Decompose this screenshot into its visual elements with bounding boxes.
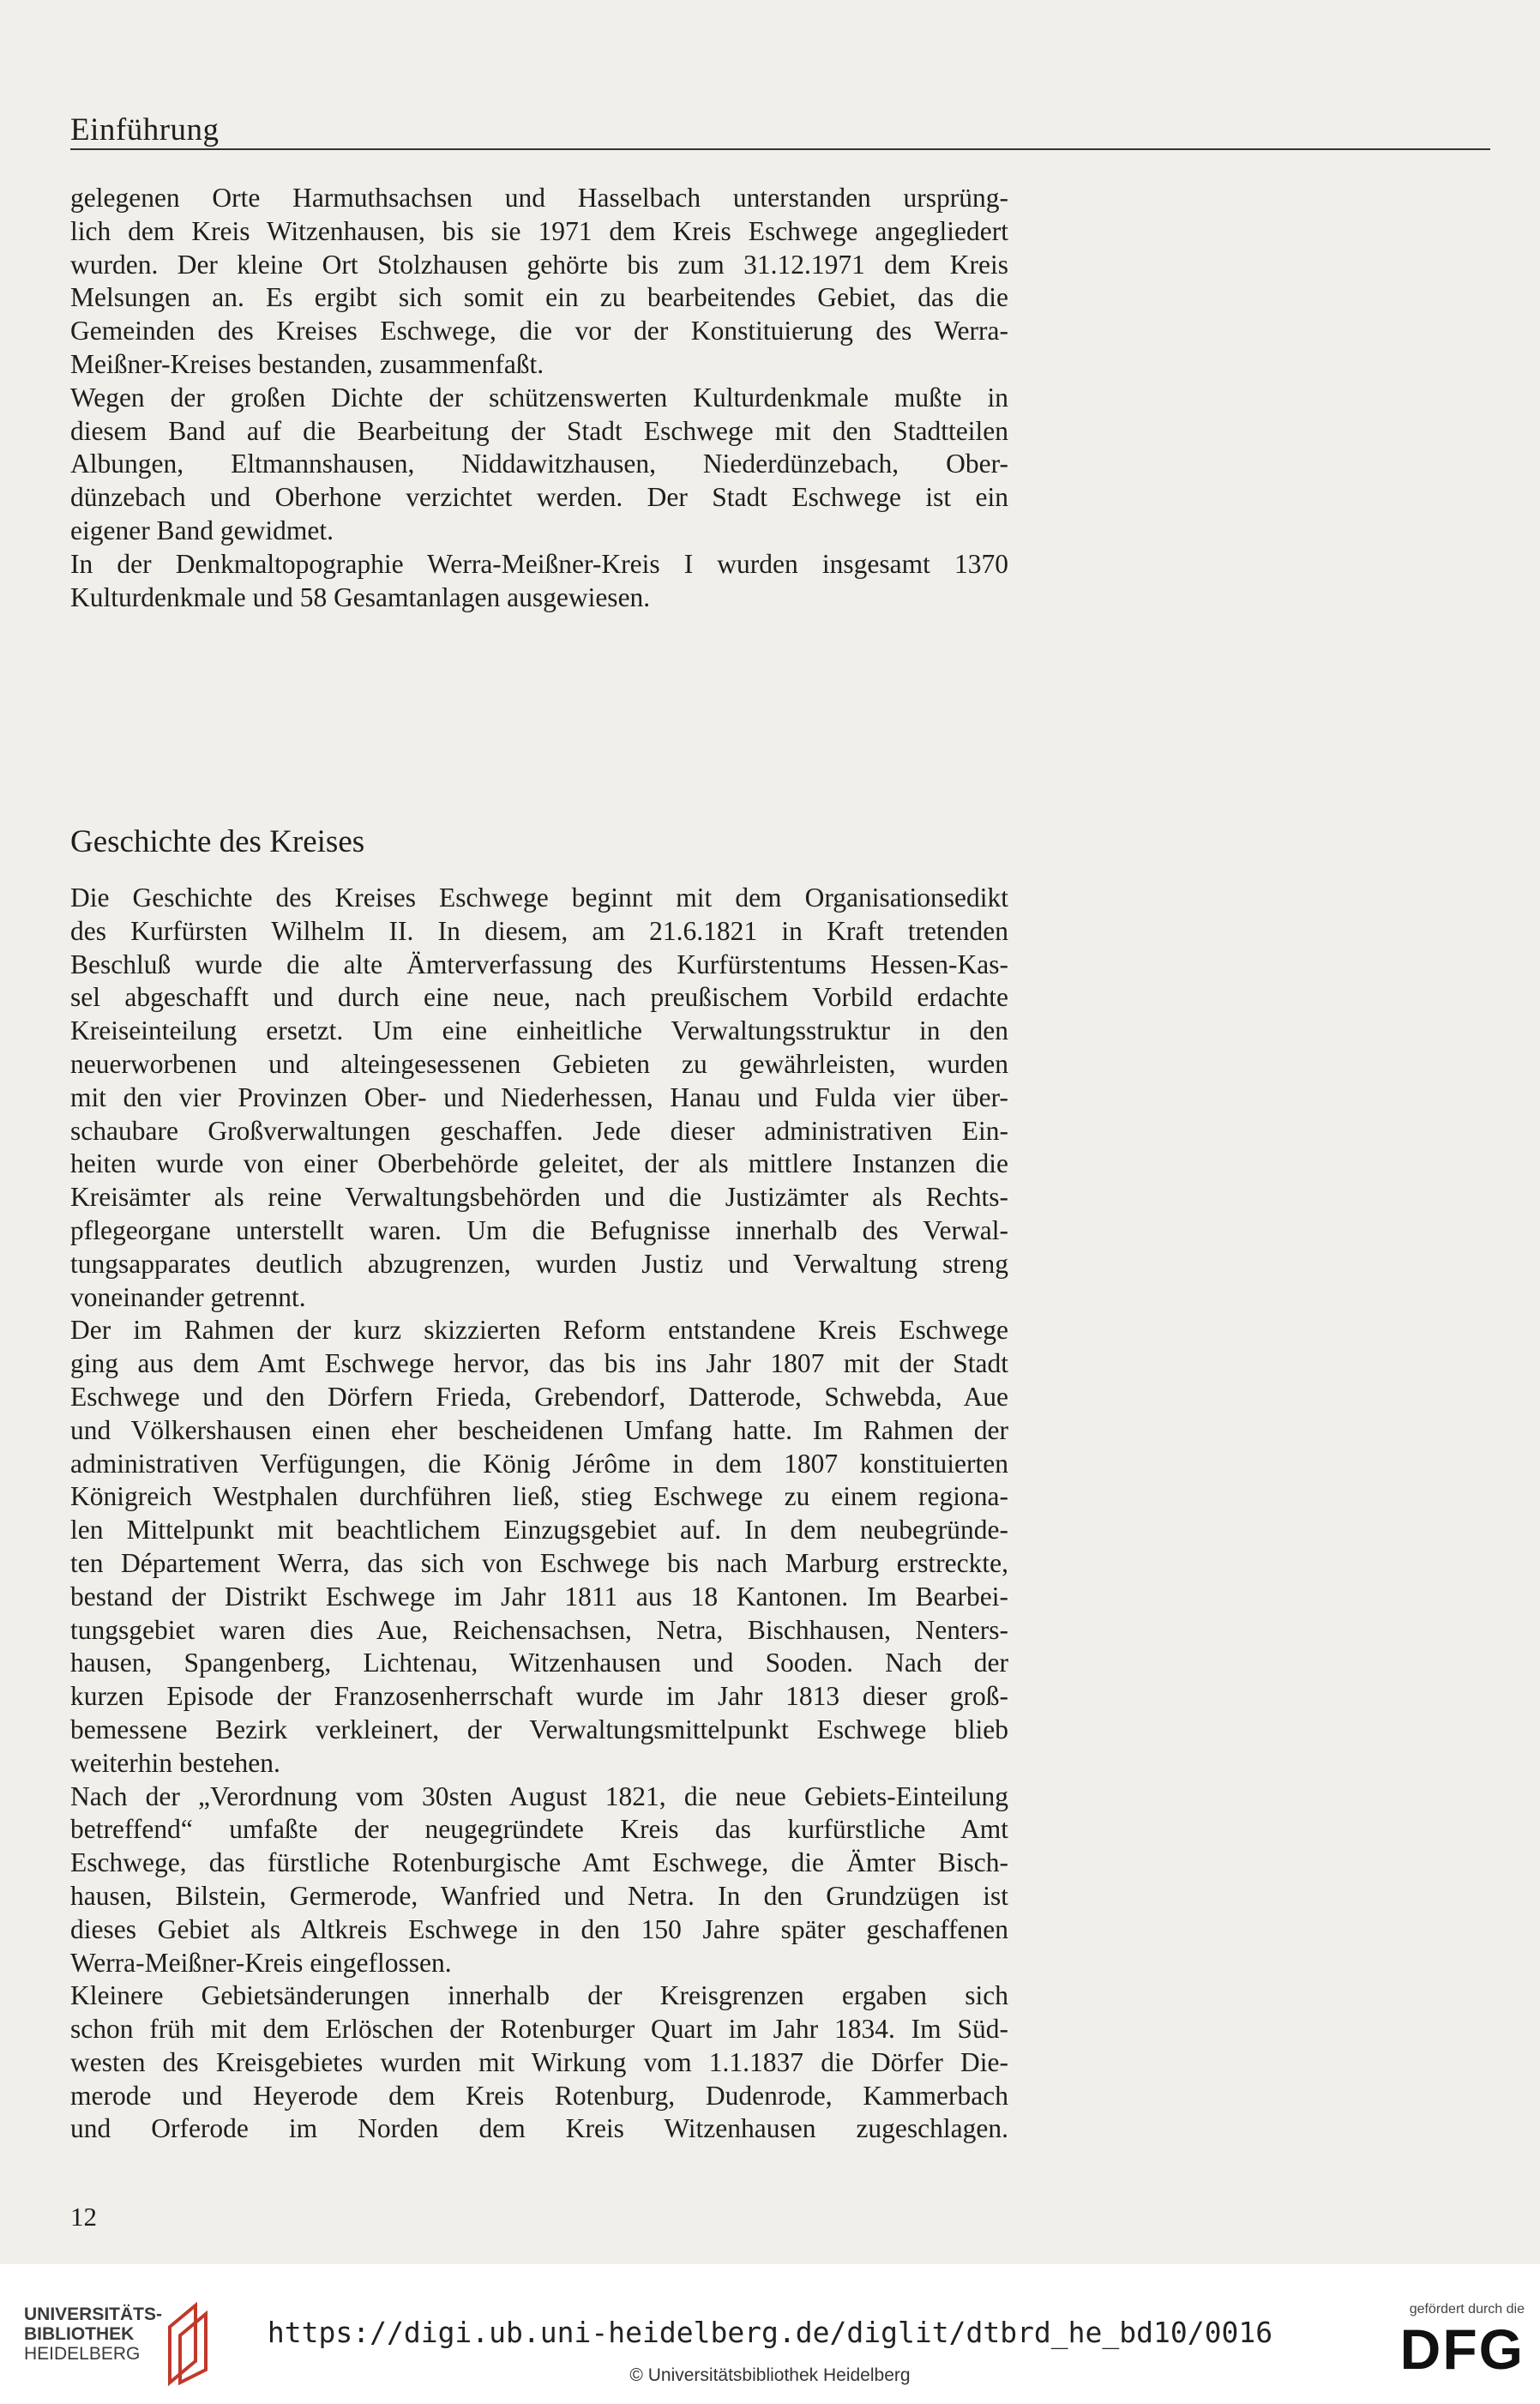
text-line: wurden. Der kleine Ort Stolzhausen gehörte bis zum 31.12.1971 dem Kreis [70, 249, 1008, 280]
text-line: weiterhin bestehen. [70, 1747, 280, 1778]
text-line: merode und Heyerode dem Kreis Rotenburg, Dudenrode, Kammerbach [70, 2080, 1008, 2111]
running-head: Einführung [70, 112, 220, 148]
library-name-line3: HEIDELBERG [24, 2344, 141, 2364]
text-line: Die Geschichte des Kreises Eschwege beginnt mit dem Organisationsedikt [70, 883, 1008, 913]
text-line: lich dem Kreis Witzenhausen, bis sie 1971 dem Kreis Eschwege angegliedert [70, 215, 1008, 246]
intro-paragraphs [70, 182, 1008, 614]
text-line: diesem Band auf die Bearbeitung der Stadt Eschwege mit den Stadtteilen [70, 415, 1008, 446]
library-name-line1: UNIVERSITÄTS- [24, 2305, 163, 2324]
text-line: gelegenen Orte Harmuthsachsen und Hasselbach unterstanden ursprüng- [70, 183, 1008, 213]
text-line: Kreiseinteilung ersetzt. Um eine einheitliche Verwaltungsstruktur in den [70, 1015, 1008, 1046]
text-line: sel abgeschafft und durch eine neue, nach preußischem Vorbild erdachte [70, 982, 1008, 1013]
text-line: len Mittelpunkt mit beachtlichem Einzugsgebiet auf. In dem neubegründe- [70, 1515, 1008, 1545]
text-line: Eschwege und den Dörfern Frieda, Grebendorf, Datterode, Schwebda, Aue [70, 1381, 1008, 1412]
text-line: tungsgebiet waren dies Aue, Reichensachsen, Netra, Bischhausen, Nenters- [70, 1614, 1008, 1645]
text-line: Nach der „Verordnung vom 30sten August 1821, die neue Gebiets-Einteilung [70, 1780, 1008, 1811]
funder-block[interactable] [1370, 2302, 1525, 2381]
text-line: schon früh mit dem Erlöschen der Rotenburger Quart im Jahr 1834. Im Süd- [70, 2014, 1008, 2045]
text-line: administrativen Verfügungen, die König Jérôme in dem 1807 konstituierten [70, 1448, 1008, 1479]
text-line: mit den vier Provinzen Ober- und Niederhessen, Hanau und Fulda vier über- [70, 1081, 1008, 1112]
text-line: heiten wurde von einer Oberbehörde geleitet, der als mittlere Instanzen die [70, 1148, 1008, 1179]
page-number: 12 [70, 2202, 97, 2232]
text-line: hausen, Spangenberg, Lichtenau, Witzenhausen und Sooden. Nach der [70, 1648, 1008, 1678]
text-line: Kreisämter als reine Verwaltungsbehörden und die Justizämter als Rechts- [70, 1182, 1008, 1213]
text-line: ten Département Werra, das sich von Eschwege bis nach Marburg erstreckte, [70, 1547, 1008, 1578]
text-line: ging aus dem Amt Eschwege hervor, das bis ins Jahr 1807 mit der Stadt [70, 1348, 1008, 1379]
text-line: eigener Band gewidmet. [70, 515, 334, 545]
text-line: tungsapparates deutlich abzugrenzen, wurden Justiz und Verwaltung streng [70, 1248, 1008, 1279]
text-line: Meißner-Kreises bestanden, zusammenfaßt. [70, 348, 544, 379]
text-line: dünzebach und Oberhone verzichtet werden. Der Stadt Eschwege ist ein [70, 482, 1008, 513]
text-line: Albungen, Eltmannshausen, Niddawitzhausen, Niederdünzebach, Ober- [70, 449, 1008, 479]
text-line: Kleinere Gebietsänderungen innerhalb der Kreisgrenzen ergaben sich [70, 1980, 1008, 2011]
text-line: Wegen der großen Dichte der schützenswerten Kulturdenkmale mußte in [70, 382, 1008, 413]
library-name-line2: BIBLIOTHEK [24, 2324, 135, 2344]
text-line: dieses Gebiet als Altkreis Eschwege in den 150 Jahre später geschaffenen [70, 1913, 1008, 1944]
text-line: und Völkershausen einen eher bescheidenen Umfang hatte. Im Rahmen der [70, 1414, 1008, 1445]
text-line: voneinander getrennt. [70, 1281, 306, 1312]
text-line: Der im Rahmen der kurz skizzierten Reform entstandene Kreis Eschwege [70, 1315, 1008, 1346]
section-heading: Geschichte des Kreises [70, 824, 365, 859]
text-line: Eschwege, das fürstliche Rotenburgische Amt Eschwege, die Ämter Bisch- [70, 1847, 1008, 1878]
text-line: betreffend“ umfaßte der neugegründete Kreis das kurfürstliche Amt [70, 1814, 1008, 1845]
text-line: des Kurfürsten Wilhelm II. In diesem, am 21.6.1821 in Kraft tretenden [70, 915, 1008, 946]
text-line: Werra-Meißner-Kreis eingeflossen. [70, 1947, 452, 1978]
text-line: bemessene Bezirk verkleinert, der Verwaltungsmittelpunkt Eschwege blieb [70, 1714, 1008, 1744]
text-line: Kulturdenkmale und 58 Gesamtanlagen ausgewiesen. [70, 581, 651, 612]
text-line: schaubare Großverwaltungen geschaffen. Jede dieser administrativen Ein- [70, 1115, 1008, 1146]
dfg-logo: DFG [1399, 2317, 1525, 2381]
permalink-url[interactable]: https://digi.ub.uni-heidelberg.de/diglit/dtbrd_he_bd10/0016 [267, 2316, 1273, 2349]
text-line: und Orferode im Norden dem Kreis Witzenhausen zugeschlagen. [70, 2113, 1008, 2144]
text-line: Gemeinden des Kreises Eschwege, die vor der Konstituierung des Werra- [70, 316, 1008, 346]
text-line: Beschluß wurde die alte Ämterverfassung des Kurfürstentums Hessen-Kas- [70, 949, 1008, 979]
text-line: neuerworbenen und alteingesessenen Gebieten zu gewährleisten, wurden [70, 1048, 1008, 1079]
text-line: Melsungen an. Es ergibt sich somit ein zu bearbeitendes Gebiet, das die [70, 282, 1008, 313]
header-rule [70, 148, 1490, 150]
text-line: Königreich Westphalen durchführen ließ, stieg Eschwege zu einem regiona- [70, 1481, 1008, 1512]
text-line: hausen, Bilstein, Germerode, Wanfried und Netra. In den Grundzügen ist [70, 1880, 1008, 1911]
copyright-notice: © Universitätsbibliothek Heidelberg [629, 2365, 911, 2385]
text-line: westen des Kreisgebietes wurden mit Wirkung vom 1.1.1837 die Dörfer Die- [70, 2046, 1008, 2077]
funding-caption: gefördert durch die [1409, 2302, 1525, 2317]
section-paragraphs [70, 882, 1008, 2146]
text-line: In der Denkmaltopographie Werra-Meißner-Kreis I wurden insgesamt 1370 [70, 548, 1008, 579]
text-line: kurzen Episode der Franzosenherrschaft wurde im Jahr 1813 dieser groß- [70, 1681, 1008, 1712]
text-line: bestand der Distrikt Eschwege im Jahr 1811 aus 18 Kantonen. Im Bearbei- [70, 1581, 1008, 1612]
text-line: pflegeorgane unterstellt waren. Um die Befugnisse innerhalb des Verwal- [70, 1214, 1008, 1245]
